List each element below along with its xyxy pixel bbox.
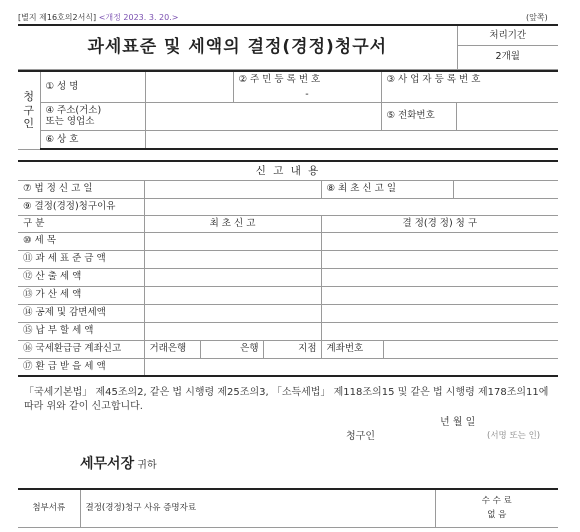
category-header: 구 분 [18,215,144,232]
title-table [18,24,558,70]
claimant-sign-label: 청구인 [346,431,375,442]
first-date-label: ⑧ 최 초 신 고 일 [321,180,453,198]
claimant-group-label: 청 구 인 [18,71,40,149]
name-label: ① 성 명 [40,71,145,102]
name-value[interactable] [145,71,233,102]
refund-account-label: ⑯ 국세환급금 계좌신고 [18,340,144,358]
row-tax-item: ⑩ 세 목 [18,232,144,250]
form-title: 과세표준 및 세액의 결정(경정)청구서 [18,25,457,69]
fee-label: 수 수 료 [481,495,512,506]
declaration-text: 「국세기본법」 제45조의2, 같은 법 시행령 제25조의3, 「소득세법」 제118조의15 및 같은 법 시행령 제178조의11에 따라 위와 같이 신고합니다. [24,387,549,412]
form-number [18,14,178,22]
row-calculated-tax: ⑫ 산 출 세 액 [18,268,144,286]
row-deduction: ⑭ 공제 및 감면세액 [18,304,144,322]
reason-label: ⑨ 결정(경정)청구이유 [18,198,144,215]
report-section-title: 신 고 내 용 [18,161,558,180]
form-number-label: [별지 제16호의2서식] [18,13,97,22]
revision-date: <개정 2023. 3. 20.> [98,13,179,22]
first-date-value[interactable] [453,180,558,198]
account-label: 계좌번호 [321,340,383,358]
reason-value[interactable] [144,198,558,215]
sign-placeholder: (서명 또는 인) [487,431,541,441]
payable-tax-decision[interactable] [321,322,558,340]
addressee-suffix: 귀하 [137,460,157,471]
phone-value[interactable] [456,102,558,130]
page-side: (앞쪽) [526,13,548,22]
account-value[interactable] [383,340,558,358]
decision-header: 결 정(경 정) 청 구 [321,215,558,232]
attachments-label: 첨부서류 [18,489,80,527]
statutory-date-label: ⑦ 법 정 신 고 일 [18,180,144,198]
tax-item-first[interactable] [144,232,321,250]
refund-amount-label: ⑰ 환 급 받 을 세 액 [18,358,144,376]
statutory-date-value[interactable] [144,180,321,198]
processing-label: 처리기간 [457,25,558,45]
declaration-date: 년 월 일 [440,417,476,428]
attachments-value: 결정(경정)청구 사유 증명자료 [80,489,435,527]
resident-no-value[interactable]: - [233,88,381,102]
report-table [18,160,558,377]
payable-tax-first[interactable] [144,322,321,340]
fee-value: 없 음 [487,510,507,521]
row-tax-base: ⑪ 과 세 표 준 금 액 [18,250,144,268]
trade-name-label: ⑥ 상 호 [40,130,145,149]
address-label: ④ 주소(거소) 또는 영업소 [40,102,145,130]
fee-cell [435,489,558,527]
business-no-label: ③ 사 업 자 등 록 번 호 [381,71,558,88]
tax-base-decision[interactable] [321,250,558,268]
processing-value: 2개월 [457,45,558,69]
additional-tax-first[interactable] [144,286,321,304]
tax-item-decision[interactable] [321,232,558,250]
calculated-tax-first[interactable] [144,268,321,286]
tax-base-first[interactable] [144,250,321,268]
trade-name-value[interactable] [145,130,558,149]
resident-no-label: ② 주 민 등 록 번 호 [233,71,381,88]
calculated-tax-decision[interactable] [321,268,558,286]
addressee [80,457,157,471]
address-value[interactable] [145,102,381,130]
footer-table [18,488,558,528]
business-no-value[interactable] [381,88,558,102]
deduction-decision[interactable] [321,304,558,322]
claimant-table [18,70,558,150]
additional-tax-decision[interactable] [321,286,558,304]
row-additional-tax: ⑬ 가 산 세 액 [18,286,144,304]
first-report-header: 최 초 신 고 [144,215,321,232]
phone-label: ⑤ 전화번호 [381,102,456,130]
addressee-name: 세무서장 [80,456,135,472]
bank-label: 거래은행 [144,340,200,358]
branch-value[interactable]: 지점 [263,340,321,358]
bank-value[interactable]: 은행 [200,340,263,358]
refund-amount-value[interactable] [144,358,558,376]
deduction-first[interactable] [144,304,321,322]
row-payable-tax: ⑮ 납 부 할 세 액 [18,322,144,340]
